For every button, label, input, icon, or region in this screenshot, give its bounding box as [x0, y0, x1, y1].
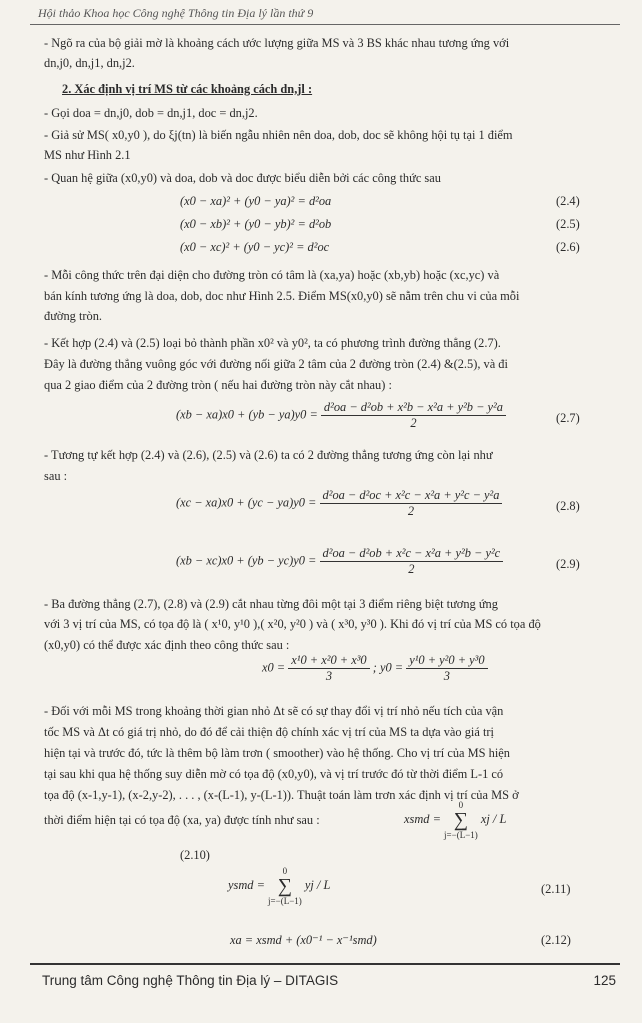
- equation-x-smoothed-lhs: xsmd =: [404, 811, 441, 826]
- equation-2-9-lhs: (xb − xc)x0 + (yb − yc)y0 =: [176, 553, 317, 568]
- equation-2-11-sum-top: 0: [282, 866, 288, 876]
- equation-2-7: [176, 400, 506, 431]
- equation-2-7-lhs: (xb − xa)x0 + (yb − ya)y0 =: [176, 407, 318, 422]
- equation-2-5: (x0 − xb)² + (y0 − yb)² = d²ob: [180, 217, 332, 231]
- equation-2-7-denominator: 2: [410, 416, 417, 430]
- equation-2-7-fraction: [321, 400, 506, 431]
- equation-2-4: (x0 − xa)² + (y0 − ya)² = d²oa: [180, 194, 332, 208]
- sigma-symbol: ∑: [277, 875, 293, 897]
- equation-number-2-9: (2.9): [556, 557, 580, 571]
- equation-2-8-lhs: (xc − xa)x0 + (yc − ya)y0 =: [176, 495, 317, 510]
- para-7b: sau :: [44, 469, 68, 483]
- sigma-symbol: ∑: [453, 809, 469, 831]
- equation-number-2-7: (2.7): [556, 411, 580, 425]
- equation-2-11-sum: [268, 866, 302, 906]
- para-5: - Mỗi công thức trên đại diện cho đường tròn có tâm là (xa,ya) hoặc (xb,yb) hoặc (xc,yc) và: [44, 268, 500, 282]
- para-9e: tọa độ (x-1,y-1), (x-2,y-2), . . . , (x-(L-1), y-(L-1)). Thuật toán làm trơn xác định vị trí của MS ở: [44, 788, 519, 802]
- equation-2-8-fraction: [320, 488, 503, 519]
- equation-x-smoothed-sum: [444, 800, 478, 840]
- equation-number-2-6: (2.6): [556, 240, 580, 254]
- para-9b: tốc MS và Δt có giá trị nhỏ, do đó để cải thiện độ chính xác vị trí của MS ta dựa vào giá trị: [44, 725, 494, 739]
- para-7: - Tương tự kết hợp (2.4) và (2.6), (2.5) và (2.6) ta có 2 đường thẳng tương ứng còn lại như: [44, 448, 493, 462]
- equation-2-11-lhs: ysmd =: [228, 877, 265, 892]
- para-9d: tại sau khi qua hệ thống suy diễn mờ có tọa độ (x0,y0), và vị trí trước đó từ thời điểm L-1 có: [44, 767, 504, 781]
- para-3b: MS như Hình 2.1: [44, 148, 131, 162]
- equation-x0-lhs: x0 =: [262, 660, 286, 675]
- equation-number-2-10: (2.10): [180, 848, 210, 862]
- para-9f: thời điểm hiện tại có tọa độ (xa, ya) được tính như sau :: [44, 813, 320, 827]
- equation-2-11-sum-bottom: j=−(L−1): [268, 896, 302, 906]
- para-9: - Đối với mỗi MS trong khoảng thời gian nhỏ Δt sẽ có sự thay đổi vị trí nhỏ nếu tích của vận: [44, 704, 504, 718]
- para-9c: hiện tại và trước đó, tức là thêm bộ làm trơn ( smoother) vào hệ thống. Cho vị trí của MS hiện: [44, 746, 510, 760]
- equation-number-2-12: (2.12): [541, 933, 571, 947]
- equation-y0-denominator: 3: [443, 669, 450, 683]
- para-6c: qua 2 giao điểm của 2 đường tròn ( nếu hai đường tròn này cắt nhau) :: [44, 378, 392, 392]
- equation-2-12: xa = xsmd + (x0⁻¹ − x⁻¹smd): [230, 933, 377, 947]
- equation-2-9-fraction: [320, 546, 504, 577]
- equation-2-9-numerator: d²oa − d²ob + x²c − x²a + y²b − y²c: [320, 546, 504, 562]
- equation-2-11: [228, 866, 330, 906]
- equation-x0-numerator: x¹0 + x²0 + x³0: [288, 653, 369, 669]
- equation-number-2-4: (2.4): [556, 194, 580, 208]
- footer-text: Trung tâm Công nghệ Thông tin Địa lý – DITAGIS: [42, 973, 339, 988]
- para-8: - Ba đường thẳng (2.7), (2.8) và (2.9) cắt nhau từng đôi một tại 3 điểm riêng biệt tương ứng: [44, 597, 498, 611]
- header-rule: [30, 24, 620, 25]
- equation-y0-numerator: y¹0 + y²0 + y³0: [406, 653, 487, 669]
- equation-2-9: [176, 546, 503, 577]
- para-2: - Gọi doa = dn,j0, dob = dn,j1, doc = dn,j2.: [44, 106, 258, 120]
- para-1: - Ngõ ra của bộ giải mờ là khoảng cách ước lượng giữa MS và 3 BS khác nhau tương ứng với: [44, 36, 510, 50]
- section-heading: 2. Xác định vị trí MS từ các khoảng cách dn,jl :: [62, 82, 313, 96]
- para-8b: với 3 vị trí của MS, có tọa độ là ( x¹0, y¹0 ),( x²0, y²0 ) và ( x³0, y³0 ). Khi đó vị trí của MS có tọa độ: [44, 617, 541, 631]
- equation-2-9-denominator: 2: [408, 562, 415, 576]
- equation-mean-position: [262, 653, 488, 684]
- running-header: Hội thảo Khoa học Công nghệ Thông tin Địa lý lần thứ 9: [38, 6, 314, 20]
- equation-2-8-denominator: 2: [407, 504, 415, 518]
- equation-x-smoothed-sum-top: 0: [458, 800, 464, 810]
- equation-x-smoothed-rhs: xj / L: [480, 811, 507, 826]
- para-6: - Kết hợp (2.4) và (2.5) loại bỏ thành phần x0² và y0², ta có phương trình đường thẳng (2.7).: [44, 336, 501, 350]
- equation-x-smoothed: [404, 800, 506, 840]
- equation-x0-denominator: 3: [325, 669, 333, 683]
- equation-y0-lhs: ; y0 =: [372, 660, 404, 675]
- equation-2-8-numerator: d²oa − d²oc + x²c − x²a + y²c − y²a: [320, 488, 503, 504]
- equation-y0-fraction: [406, 653, 487, 684]
- equation-number-2-11: (2.11): [541, 882, 571, 896]
- equation-x0-fraction: [288, 653, 369, 684]
- page-number: 125: [593, 973, 616, 988]
- footer-rule: [30, 963, 620, 965]
- equation-number-2-5: (2.5): [556, 217, 580, 231]
- equation-2-11-rhs: yj / L: [304, 877, 331, 892]
- equation-number-2-8: (2.8): [556, 499, 580, 513]
- para-6b: Đây là đường thẳng vuông góc với đường nối giữa 2 tâm của 2 đường tròn (2.4) &(2.5), và đi: [44, 357, 508, 371]
- equation-2-6: (x0 − xc)² + (y0 − yc)² = d²oc: [180, 240, 330, 254]
- para-5c: đường tròn.: [44, 309, 103, 323]
- para-3: - Giả sử MS( x0,y0 ), do ξj(tn) là biến ngẫu nhiên nên doa, dob, doc sẽ không hội tụ tại 1 điểm: [44, 128, 513, 142]
- para-1b: dn,j0, dn,j1, dn,j2.: [44, 56, 135, 70]
- equation-2-8: [176, 488, 502, 519]
- para-8c: (x0,y0) có thể được xác định theo công thức sau :: [44, 638, 290, 652]
- para-4: - Quan hệ giữa (x0,y0) và doa, dob và doc được biểu diễn bởi các công thức sau: [44, 171, 441, 185]
- equation-x-smoothed-sum-bottom: j=−(L−1): [444, 830, 478, 840]
- para-5b: bán kính tương ứng là doa, dob, doc như Hình 2.5. Điểm MS(x0,y0) sẽ nằm trên chu vi của mỗi: [44, 289, 520, 303]
- equation-2-7-numerator: d²oa − d²ob + x²b − x²a + y²b − y²a: [321, 400, 506, 416]
